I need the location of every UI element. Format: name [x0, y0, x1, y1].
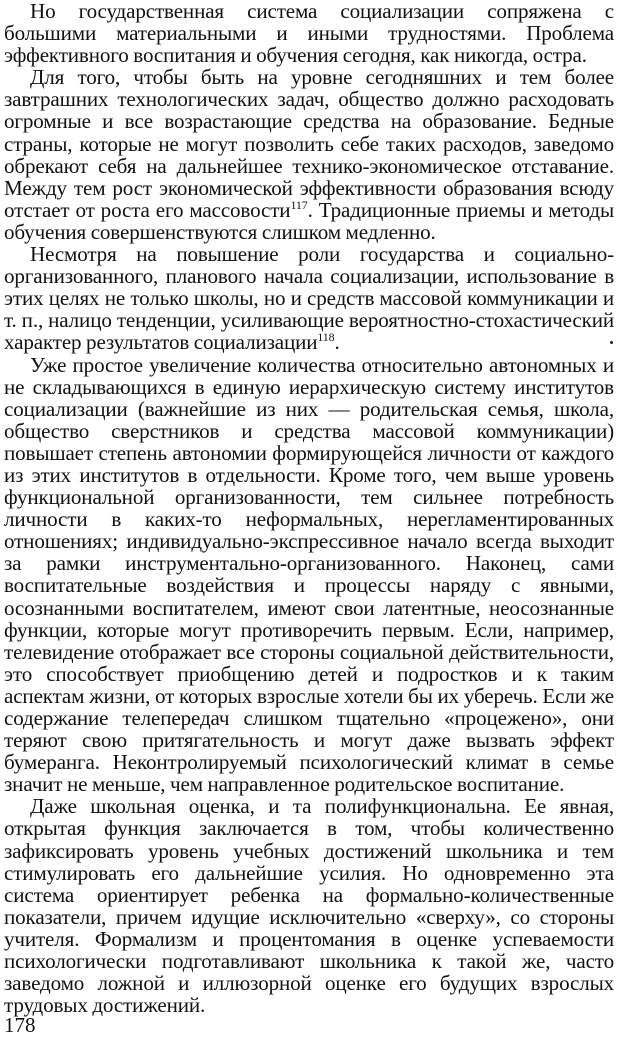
text-column: [4, 0, 614, 1016]
scan-speck: [610, 341, 613, 344]
paragraph-1-text: Но государственная система социализации сопряжена с большими материальными и иными трудностями. Проблема эффективного воспитания и обучения сегодня, как никогда, остра.: [4, 0, 614, 68]
paragraph-2: [4, 66, 614, 243]
footnote-ref-118: 118: [317, 330, 335, 345]
paragraph-2-text: Для того, чтобы быть на уровне сегодняшних и тем более завтрашних технологических задач, общество должно расходовать огромные и все возрастающие средства на образование. Бедные страны, которые не могут позволить себе таких расходов, заведомо обрекают себя на дальнейшее технико-экономическое отставание. Между тем рост экономической эффективности образования всюду отстает от роста его массовости: [4, 65, 614, 222]
paragraph-5-text: Даже школьная оценка, и та полифункциональна. Ее явная, открытая функция заключается в том, чтобы количественно зафиксировать уровень учебных достижений школьника и тем стимулировать его дальнейшие усилия. Но одновременно эта система ориентирует ребенка на формально-количественные показатели, причем идущие исключительно «сверху», со стороны учителя. Формализм и процентомания в оценке успеваемости психологически подготавливают школьника к такой же, часто заведомо ложной и иллюзорной оценке его будущих взрослых трудовых достижений.: [4, 794, 614, 1018]
paragraph-3: [4, 243, 614, 353]
footnote-ref-117: 117: [290, 197, 308, 212]
paragraph-2-tail: . Традиционные приемы и методы обучения совершенствуются слишком медленно.: [4, 197, 614, 244]
page-number: 178: [4, 1013, 36, 1037]
paragraph-4: [4, 354, 614, 796]
paragraph-1: [4, 0, 614, 66]
paragraph-3-text: Несмотря на повышение роли государства и социально-организованного, планового начала социализации, использование в этих целях не только школы, но и средств массовой коммуникации и т. п., налицо тенденции, усиливающие вероятностно-стохастический характер результатов социализации: [4, 242, 614, 355]
paragraph-5: [4, 795, 614, 1016]
paragraph-4-text: Уже простое увеличение количества относительно автономных и не складывающихся в единую иерархическую систему институтов социализации (важнейшие из них — родительская семья, школа, общество сверстников и средства массовой коммуникации) повышает степень автономии формирующейся личности от каждого из этих институтов в отдельности. Кроме того, чем выше уровень функциональной организованности, тем сильнее потребность личности в каких-то неформальных, нерегламентированных отношениях; индивидуально-экспрессивное начало всегда выходит за рамки инструментально-организованного. Наконец, сами воспитательные воздействия и процессы наряду с явными, осознанными воспитателем, имеют свои латентные, неосознанные функции, которые могут противоречить первым. Если, например, телевидение отображает все стороны социальной действительности, это способствует приобщению детей и подростков и к таким аспектам жизни, от которых взрослые хотели бы их уберечь. Если же содержание телепередач слишком тщательно «процежено», они теряют свою притягательность и могут даже вызвать эффект бумеранга. Неконтролируемый психологический климат в семье значит не меньше, чем направленное родительское воспитание.: [4, 352, 614, 797]
paragraph-3-tail: .: [334, 330, 340, 355]
